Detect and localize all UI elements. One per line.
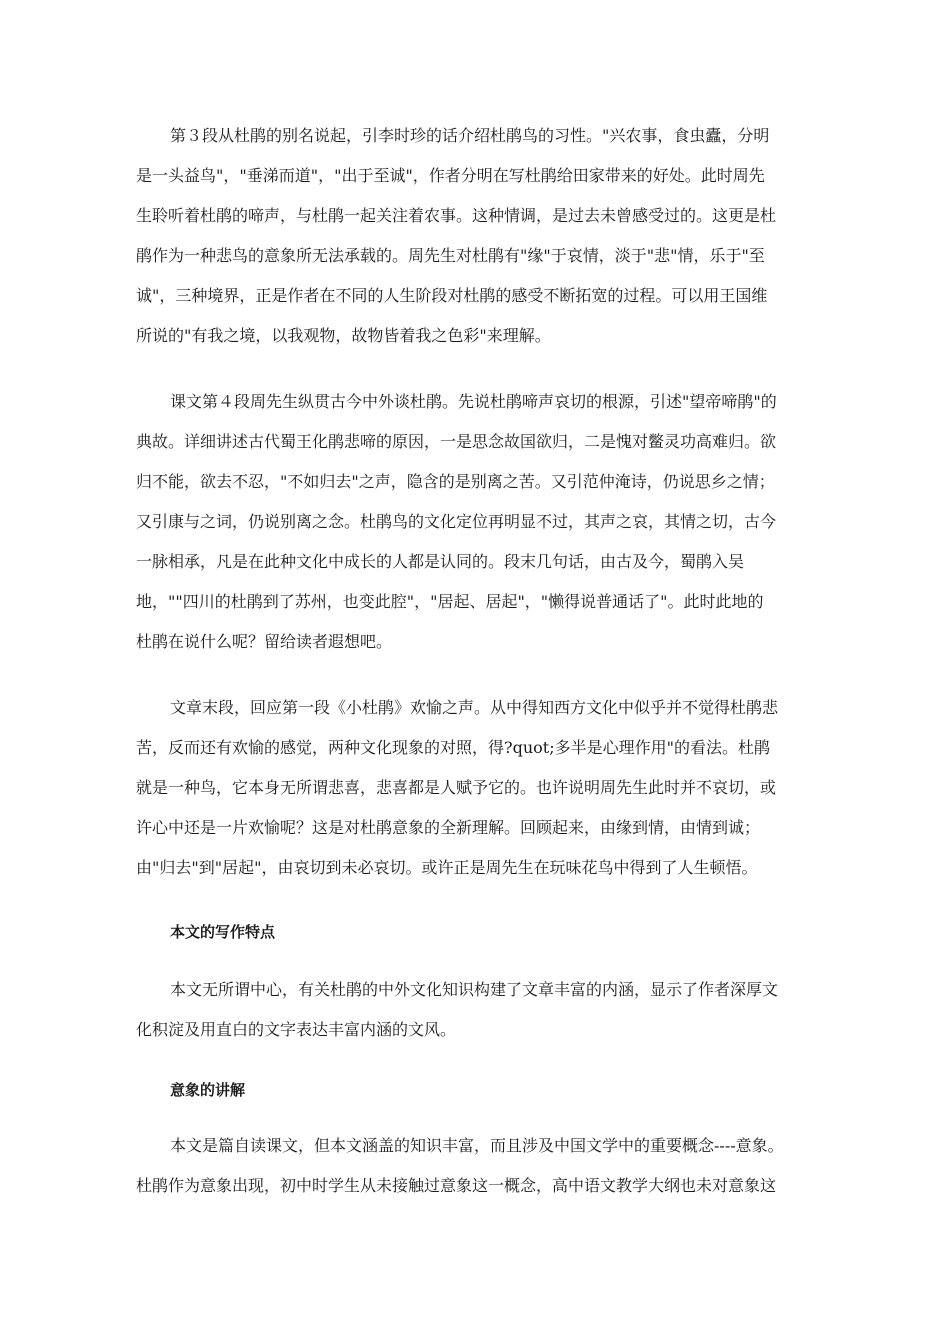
paragraph-line: 地，""四川的杜鹃到了苏州，也变此腔"，"居起、居起"，"懒得说普通话了"。此时此地的 xyxy=(136,592,764,611)
paragraph-line: 又引康与之词，仍说别离之念。杜鹃鸟的文化定位再明显不过，其声之哀，其情之切，古今 xyxy=(136,512,777,531)
paragraph-line: 杜鹃在说什么呢？留给读者遐想吧。 xyxy=(136,632,393,651)
paragraph-line: 本文是篇自读课文，但本文涵盖的知识丰富，而且涉及中国文学中的重要概念----意象。 xyxy=(170,1136,784,1155)
paragraph-line: 由"归去"到"居起"，由哀切到未必哀切。或许正是周先生在玩味花鸟中得到了人生顿悟。 xyxy=(136,858,758,877)
paragraph-line: 化积淀及用直白的文字表达丰富内涵的文风。 xyxy=(136,1020,457,1039)
paragraph-line: 本文无所谓中心，有关杜鹃的中外文化知识构建了文章丰富的内涵，显示了作者深厚文 xyxy=(170,980,779,999)
paragraph-line: 诚"，三种境界，正是作者在不同的人生阶段对杜鹃的感受不断拓宽的过程。可以用王国维 xyxy=(136,286,768,305)
paragraph-line: 鹃作为一种悲鸟的意象所无法承载的。周先生对杜鹃有"缘"于哀情，淡于"悲"情，乐于"至 xyxy=(136,246,765,265)
paragraph-line: 生聆听着杜鹃的啼声，与杜鹃一起关注着农事。这种情调，是过去未曾感受过的。这更是杜 xyxy=(136,206,777,225)
paragraph-line: 许心中还是一片欢愉呢？这是对杜鹃意象的全新理解。回顾起来，由缘到情，由情到诚； xyxy=(136,818,761,837)
paragraph-line: 归不能，欲去不忍，"不如归去"之声，隐含的是别离之苦。又引范仲淹诗，仍说思乡之情； xyxy=(136,472,775,491)
paragraph-line: 文章末段，回应第一段《小杜鹃》欢愉之声。从中得知西方文化中似乎并不觉得杜鹃悲 xyxy=(170,698,779,717)
paragraph-line: 是一头益鸟"，"垂涕而道"，"出于至诚"，作者分明在写杜鹃给田家带来的好处。此时周先 xyxy=(136,166,765,185)
paragraph-line: 一脉相承，凡是在此种文化中成长的人都是认同的。段末几句话，由古及今，蜀鹃入吴 xyxy=(136,552,745,571)
paragraph-line: 第３段从杜鹃的别名说起，引李时珍的话介绍杜鹃鸟的习性。"兴农事，食虫蠹，分明 xyxy=(170,126,770,145)
section-heading-writing-features: 本文的写作特点 xyxy=(170,923,276,941)
paragraph-line: 杜鹃作为意象出现，初中时学生从未接触过意象这一概念，高中语文教学大纲也未对意象这 xyxy=(136,1176,777,1195)
paragraph-line: 就是一种鸟，它本身无所谓悲喜，悲喜都是人赋予它的。也许说明周先生此时并不哀切，或 xyxy=(136,778,777,797)
paragraph-line: 苦，反而还有欢愉的感觉，两种文化现象的对照，得?quot;多半是心理作用"的看法。杜鹃 xyxy=(136,738,770,757)
paragraph-line: 典故。详细讲述古代蜀王化鹃悲啼的原因，一是思念故国欲归，二是愧对鳖灵功高难归。欲 xyxy=(136,432,777,451)
paragraph-line: 所说的"有我之境，以我观物，故物皆着我之色彩"来理解。 xyxy=(136,326,551,345)
section-heading-imagery: 意象的讲解 xyxy=(170,1081,246,1099)
paragraph-line: 课文第４段周先生纵贯古今中外谈杜鹃。先说杜鹃啼声哀切的根源，引述"望帝啼鹃"的 xyxy=(170,392,777,411)
